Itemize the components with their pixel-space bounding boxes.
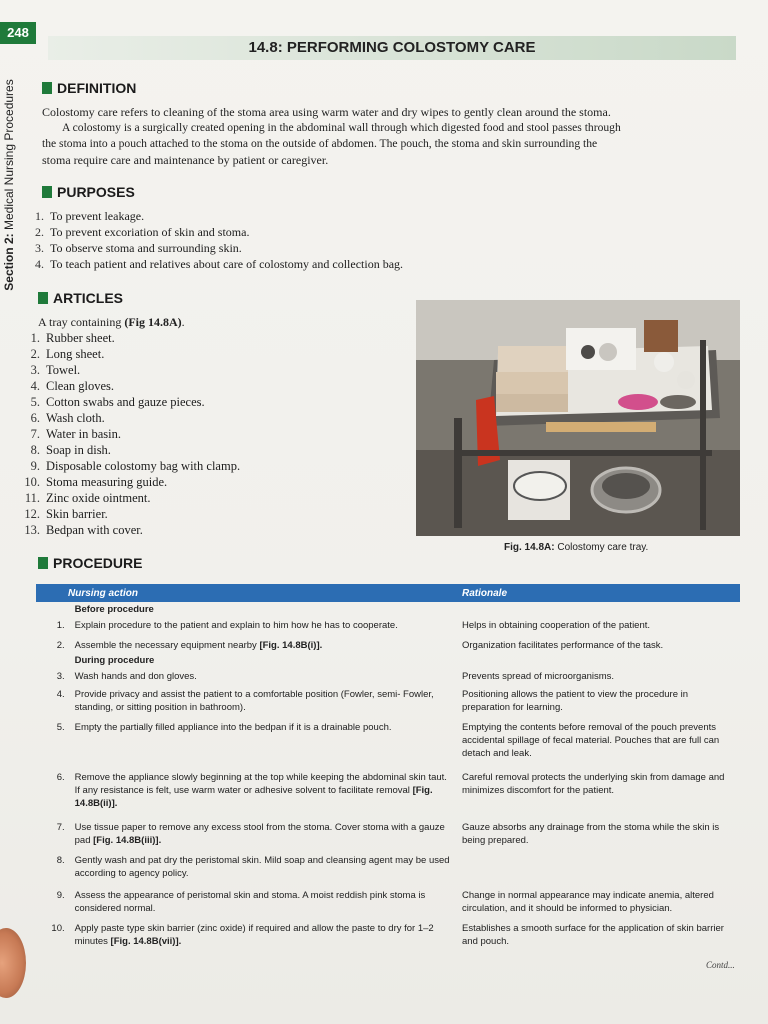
title-bar xyxy=(48,36,736,60)
procedure-phase-label: Before procedure xyxy=(74,604,154,615)
step-number: 1. xyxy=(56,620,65,631)
list-item xyxy=(22,256,542,272)
table-row xyxy=(36,684,740,715)
list-item xyxy=(18,458,398,474)
list-item-text: Zinc oxide ointment. xyxy=(46,491,151,505)
empty-cell xyxy=(458,653,740,668)
purposes-heading-text: PURPOSES xyxy=(57,184,135,200)
section-label-rest: Medical Nursing Procedures xyxy=(2,79,16,234)
articles-heading xyxy=(38,290,123,306)
empty-cell xyxy=(36,602,71,617)
list-item-number: 2. xyxy=(30,347,40,361)
step-rationale: Prevents spread of microorganisms. xyxy=(462,671,615,682)
list-item-number: 9. xyxy=(30,459,40,473)
definition-line-2: A colostomy is a surgically created opening in the abdominal wall through which digested food and stool passes through xyxy=(62,121,621,134)
articles-intro xyxy=(38,314,398,330)
step-action xyxy=(71,684,458,715)
step-rationale: Establishes a smooth surface for the application of skin barrier and pouch. xyxy=(462,923,724,947)
list-item-number: 4. xyxy=(30,379,40,393)
list-item-number: 3. xyxy=(35,241,44,255)
step-rationale: Positioning allows the patient to view the procedure in preparation for learning. xyxy=(462,689,689,713)
figure-label: Fig. 14.8A: xyxy=(504,542,555,553)
list-item-text: Water in basin. xyxy=(46,427,122,441)
list-item xyxy=(18,394,398,410)
list-item xyxy=(18,490,398,506)
list-item-text: Disposable colostomy bag with clamp. xyxy=(46,459,241,473)
list-item xyxy=(18,362,398,378)
list-item xyxy=(18,346,398,362)
tray-photo-illustration xyxy=(416,300,740,536)
list-item-text: To prevent excoriation of skin and stoma. xyxy=(50,225,250,239)
procedure-table-header xyxy=(36,584,740,602)
step-action-text: Assemble the necessary equipment nearby xyxy=(74,640,260,651)
list-item-number: 11. xyxy=(24,491,40,505)
list-item-number: 8. xyxy=(30,443,40,457)
step-action-text: Provide privacy and assist the patient to a comfortable position (Fowler, semi- Fowler, standing, or sitting position in bathroom). xyxy=(74,689,434,713)
table-row xyxy=(36,633,740,653)
list-item-text: To prevent leakage. xyxy=(50,209,145,223)
thumb-in-photo xyxy=(0,928,26,998)
definition-line-4: stoma require care and maintenance by patient or caregiver. xyxy=(42,153,329,167)
section-label-bold: Section 2: xyxy=(2,233,16,291)
procedure-table xyxy=(36,584,740,949)
list-item-number: 3. xyxy=(30,363,40,377)
list-item-text: Bedpan with cover. xyxy=(46,523,143,537)
step-action xyxy=(71,633,458,653)
table-row xyxy=(36,668,740,684)
definition-line-3: the stoma into a pouch attached to the stoma on the outside of abdomen. The pouch, the stoma and skin surrounding the xyxy=(42,137,598,150)
list-item xyxy=(18,522,398,538)
step-number: 6. xyxy=(56,772,65,783)
empty-cell xyxy=(36,653,71,668)
list-item-text: Skin barrier. xyxy=(46,507,108,521)
section-side-label xyxy=(2,55,22,315)
step-number: 3. xyxy=(56,671,65,682)
articles-fig-ref: (Fig 14.8A) xyxy=(124,315,182,329)
table-row xyxy=(36,761,740,811)
table-row xyxy=(36,715,740,761)
table-row xyxy=(36,811,740,848)
list-item-text: Clean gloves. xyxy=(46,379,115,393)
step-action xyxy=(71,811,458,848)
heading-marker-icon xyxy=(42,186,52,198)
step-figure-ref: [Fig. 14.8B(ii)]. xyxy=(74,785,433,809)
step-action xyxy=(71,881,458,916)
list-item-number: 6. xyxy=(30,411,40,425)
purposes-heading xyxy=(42,184,135,200)
table-row xyxy=(36,848,740,881)
list-item-text: Stoma measuring guide. xyxy=(46,475,168,489)
list-item-number: 12. xyxy=(24,507,40,521)
phase-during-row xyxy=(36,653,740,668)
step-action xyxy=(71,668,458,684)
step-figure-ref: [Fig. 14.8B(i)]. xyxy=(259,640,323,651)
list-item-number: 10. xyxy=(24,475,40,489)
table-row xyxy=(36,881,740,916)
table-row xyxy=(36,916,740,949)
list-item xyxy=(18,426,398,442)
list-item-text: Long sheet. xyxy=(46,347,105,361)
page-number: 248 xyxy=(0,22,36,44)
definition-heading-text: DEFINITION xyxy=(57,80,137,96)
definition-line-1: Colostomy care refers to cleaning of the stoma area using warm water and dry wipes to gently clean around the stoma. xyxy=(42,105,611,119)
table-row xyxy=(36,617,740,633)
step-rationale: Gauze absorbs any drainage from the stoma while the skin is being prepared. xyxy=(462,822,720,846)
step-rationale: Organization facilitates performance of the task. xyxy=(462,640,664,651)
step-action xyxy=(71,761,458,811)
colostomy-tray-photo xyxy=(416,300,740,536)
step-action xyxy=(71,848,458,881)
step-action-text: Apply paste type skin barrier (zinc oxide) if required and allow the paste to dry for 1–2 minutes xyxy=(74,923,434,947)
list-item xyxy=(22,208,542,224)
step-figure-ref: [Fig. 14.8B(vii)]. xyxy=(110,936,182,947)
list-item-number: 2. xyxy=(35,225,44,239)
list-item-number: 1. xyxy=(35,209,44,223)
step-number: 7. xyxy=(56,822,65,833)
list-item xyxy=(18,506,398,522)
step-rationale: Careful removal protects the underlying skin from damage and minimizes discomfort for the patient. xyxy=(462,772,725,796)
col-header-nursing-action: Nursing action xyxy=(36,584,458,602)
definition-heading xyxy=(42,80,136,96)
step-rationale xyxy=(458,848,740,881)
articles-heading-text: ARTICLES xyxy=(53,290,123,306)
list-item-text: Towel. xyxy=(46,363,81,377)
list-item-text: To observe stoma and surrounding skin. xyxy=(50,241,242,255)
procedure-heading-text: PROCEDURE xyxy=(53,555,143,571)
step-number: 4. xyxy=(56,689,65,700)
list-item-text: Wash cloth. xyxy=(46,411,105,425)
step-number: 2. xyxy=(56,640,65,651)
step-action-text: Empty the partially filled appliance into the bedpan if it is a drainable pouch. xyxy=(74,722,392,733)
list-item-text: Cotton swabs and gauze pieces. xyxy=(46,395,205,409)
list-item xyxy=(18,378,398,394)
step-action-text: Assess the appearance of peristomal skin and stoma. A moist reddish pink stoma is considered normal. xyxy=(74,890,426,914)
step-rationale: Helps in obtaining cooperation of the patient. xyxy=(462,620,651,631)
list-item-number: 5. xyxy=(30,395,40,409)
procedure-phase-label: During procedure xyxy=(74,655,155,666)
phase-before-row xyxy=(36,602,740,617)
step-action-text: Explain procedure to the patient and explain to him how he has to cooperate. xyxy=(74,620,398,631)
continued-note: Contd... xyxy=(706,960,735,970)
step-action-text: Wash hands and don gloves. xyxy=(74,671,197,682)
heading-marker-icon xyxy=(42,82,52,94)
list-item xyxy=(18,442,398,458)
step-action-text: Remove the appliance slowly beginning at the top while keeping the abdominal skin taut. If any resistance is felt, use warm water or adhesive solvent to facilitate removal xyxy=(74,772,447,796)
articles-intro-text: A tray containing xyxy=(38,315,125,329)
list-item-number: 1. xyxy=(30,331,40,345)
list-item-number: 13. xyxy=(24,523,40,537)
list-item xyxy=(22,224,542,240)
purposes-list xyxy=(22,208,542,272)
figure-caption-text: Colostomy care tray. xyxy=(554,542,649,553)
step-action-text: Use tissue paper to remove any excess stool from the stoma. Cover stoma with a gauze pad xyxy=(74,822,445,846)
step-action xyxy=(71,715,458,761)
step-number: 8. xyxy=(56,855,65,866)
page-title: 14.8: PERFORMING COLOSTOMY CARE xyxy=(248,39,536,56)
procedure-heading xyxy=(38,555,142,571)
step-figure-ref: [Fig. 14.8B(iii)]. xyxy=(93,835,162,846)
list-item-text: Rubber sheet. xyxy=(46,331,115,345)
col-header-rationale: Rationale xyxy=(458,584,740,602)
list-item-text: To teach patient and relatives about care of colostomy and collection bag. xyxy=(50,257,404,271)
figure-caption xyxy=(504,542,648,553)
list-item-number: 4. xyxy=(35,257,44,271)
step-rationale: Emptying the contents before removal of the pouch prevents accidental spillage of fecal material. Pouches that are full can detach and leak. xyxy=(462,722,720,759)
articles-list xyxy=(18,330,398,538)
list-item-number: 7. xyxy=(30,427,40,441)
step-number: 10. xyxy=(51,923,65,934)
list-item xyxy=(18,330,398,346)
empty-cell xyxy=(458,602,740,617)
step-action xyxy=(71,916,458,949)
heading-marker-icon xyxy=(38,557,48,569)
articles-intro-end: . xyxy=(181,315,185,329)
heading-marker-icon xyxy=(38,292,48,304)
step-number: 5. xyxy=(56,722,65,733)
list-item xyxy=(18,474,398,490)
step-number: 9. xyxy=(56,890,65,901)
step-action xyxy=(71,617,458,633)
step-rationale: Change in normal appearance may indicate anemia, altered circulation, and it should be informed to physician. xyxy=(462,890,714,914)
list-item xyxy=(22,240,542,256)
list-item-text: Soap in dish. xyxy=(46,443,111,457)
step-action-text: Gently wash and pat dry the peristomal skin. Mild soap and cleansing agent may be used according to agency policy. xyxy=(74,855,450,879)
list-item xyxy=(18,410,398,426)
